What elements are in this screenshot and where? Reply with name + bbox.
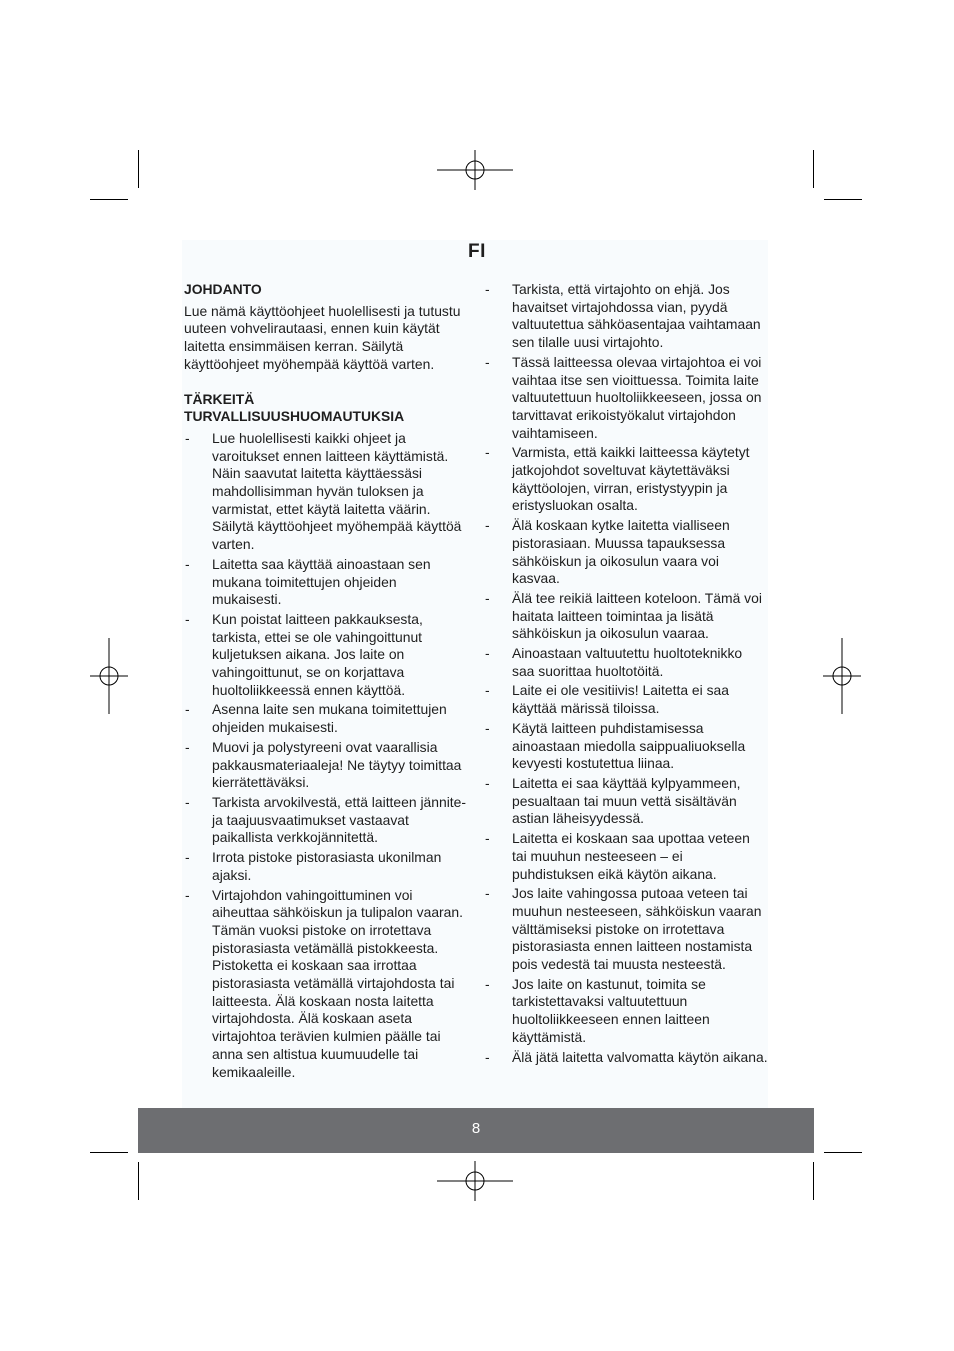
list-item: - Laite ei ole vesitiivis! Laitetta ei saa käyttää märissä tiloissa. [484,682,768,717]
intro-paragraph: Lue nämä käyttöohjeet huolellisesti ja tutustu uuteen vohvelirautaasi, ennen kuin käytät laitetta ensimmäisen kerran. Säilytä käyttöohjeet myöhempää käyttöä varten. [184,302,461,372]
list-item: - Käytä laitteen puhdistamisessa ainoastaan miedolla saippualiuoksella kevyesti kostutettua liinaa. [484,720,768,773]
safety-heading-line1: TÄRKEITÄ [184,390,255,407]
list-item: - Lue huolellisesti kaikki ohjeet ja varoitukset ennen laitteen käyttämistä. Näin saavutat laitetta käyttäessäsi mahdollisimman hyvän tuloksen ja varmistat, ettet käytä laitetta väärin. Säilytä käyttöohjeet myöhempää käyttöä varten. [184,430,466,554]
list-item: - Älä jätä laitetta valvomatta käytön aikana. [484,1049,768,1067]
intro-heading: JOHDANTO [184,281,262,297]
safety-list-left [184,430,466,1081]
list-item: - Laitetta ei saa käyttää kylpyammeen, pesualtaan tai muun vettä sisältävän astian läheisyydessä. [484,775,768,828]
page-number: 8 [471,1120,481,1137]
list-item: - Kun poistat laitteen pakkauksesta, tarkista, ettei se ole vahingoittunut kuljetuksen aikana. Jos laite on vahingoittunut, se on korjattava huoltoliikkeessä ennen käyttöä. [184,611,466,700]
list-item: - Asenna laite sen mukana toimitettujen ohjeiden mukaisesti. [184,701,466,736]
list-item: - Irrota pistoke pistorasiasta ukonilman ajaksi. [184,849,466,884]
list-item: - Laitetta saa käyttää ainoastaan sen mukana toimitettujen ohjeiden mukaisesti. [184,556,466,609]
list-item: - Jos laite vahingossa putoaa veteen tai muuhun nesteeseen, sähköiskun vaaran välttämiseksi pistoke on irrotettava pistorasiasta ennen laitteen nostamista pois vedestä tai muusta nesteestä. [484,885,768,974]
list-item: - Älä tee reikiä laitteen koteloon. Tämä voi haitata laitteen toimintaa ja lisätä sähköiskun ja oikosulun vaaraa. [484,590,768,643]
list-item: - Älä koskaan kytke laitetta vialliseen pistorasiaan. Muussa tapauksessa sähköiskun ja oikosulun vaara voi kasvaa. [484,517,768,588]
registration-mark-left [90,638,128,714]
list-item: - Laitetta ei koskaan saa upottaa veteen tai muuhun nesteeseen – ei puhdistuksen eikä käytön aikana. [484,830,768,883]
left-column [184,281,466,1083]
safety-heading [184,391,466,426]
registration-mark-bottom [437,1161,513,1201]
list-item: - Jos laite on kastunut, toimita se tarkistettavaksi valtuutettuun huoltoliikkeeseen ennen laitteen käyttämistä. [484,976,768,1047]
registration-mark-right [823,638,861,714]
list-item: - Tarkista arvokilvestä, että laitteen jännite- ja taajuusvaatimukset vastaavat paikallista verkkojännitettä. [184,794,466,847]
registration-mark-top [437,150,513,190]
list-item: - Tarkista, että virtajohto on ehjä. Jos havaitset virtajohdossa vian, pyydä valtuutettua sähköasentajaa vaihtamaan sen tilalle uusi virtajohto. [484,281,768,352]
safety-list-right [484,281,768,1066]
safety-heading-line2: TURVALLISUUSHUOMAUTUKSIA [184,408,405,425]
list-item: - Virtajohdon vahingoittuminen voi aiheuttaa sähköiskun ja tulipalon vaaran. Tämän vuoksi pistoke on irrotettava pistorasiasta vetämällä pistokkeesta. Pistoketta ei koskaan saa irrottaa pistorasiasta vetämällä virtajohdosta tai laitteesta. Älä koskaan nosta laitetta virtajohdosta. Älä koskaan aseta virtajohtoa terävien kulmien päälle tai anna sen altistua kuumuudelle tai kemikaaleille. [184,887,466,1082]
language-code: FI [468,241,486,262]
list-item: - Muovi ja polystyreeni ovat vaarallisia pakkausmateriaaleja! Ne täytyy toimittaa kierrätettäväksi. [184,739,466,792]
footer-bar [138,1108,814,1153]
right-column [484,281,768,1068]
list-item: - Ainoastaan valtuutettu huoltoteknikko saa suorittaa huoltotöitä. [484,645,768,680]
list-item: - Tässä laitteessa olevaa virtajohtoa ei voi vaihtaa itse sen vioittuessa. Toimita laite valtuutettuun huoltoliikkeeseen, jossa on tarvittavat erikoistyökalut virtajohdon vaihtamiseen. [484,354,768,443]
list-item: - Varmista, että kaikki laitteessa käytetyt jatkojohdot soveltuvat käytettäväksi käyttöolojen, virran, eristystyypin ja eristysluokan osalta. [484,444,768,515]
